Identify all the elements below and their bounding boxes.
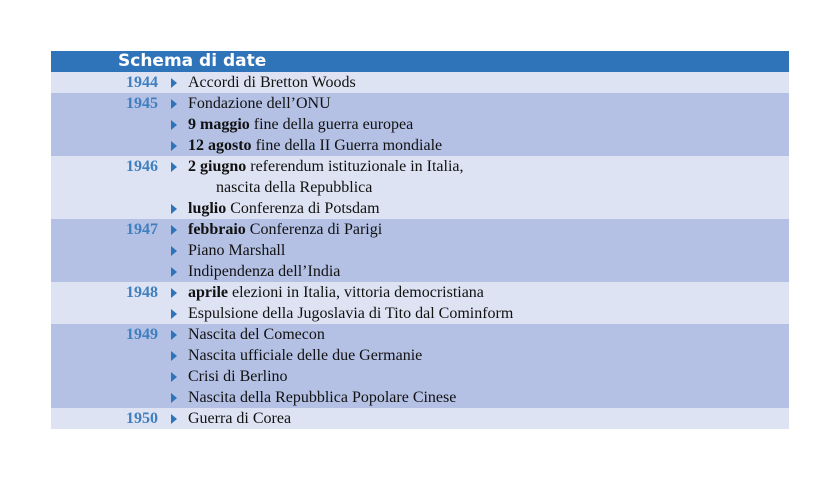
- year-group-1946: [51, 156, 789, 219]
- triangle-bullet-icon: [160, 309, 188, 319]
- triangle-bullet-icon: [160, 330, 188, 340]
- event-description: referendum istituzionale in Italia,: [246, 157, 464, 175]
- year-label: 1945: [126, 94, 158, 112]
- event-row: [51, 261, 789, 282]
- event-text: [188, 326, 325, 344]
- event-row: [51, 282, 789, 303]
- triangle-bullet-icon: [160, 120, 188, 130]
- year-group-1948: [51, 282, 789, 324]
- event-description: Nascita del Comecon: [188, 325, 325, 343]
- triangle-bullet-icon: [160, 246, 188, 256]
- event-text: [188, 305, 513, 323]
- event-description: Accordi di Bretton Woods: [188, 73, 356, 91]
- event-text: [188, 347, 422, 365]
- event-text: [188, 158, 464, 176]
- date-groups: [51, 72, 789, 429]
- event-text: [188, 74, 356, 92]
- event-date: 12 agosto: [188, 136, 252, 154]
- event-description: Espulsione della Jugoslavia di Tito dal Cominform: [188, 304, 514, 322]
- event-row: [51, 303, 789, 324]
- event-date: febbraio: [188, 220, 246, 238]
- event-description: Indipendenza dell’India: [188, 262, 341, 280]
- event-text: [188, 410, 291, 428]
- triangle-bullet-icon: [160, 351, 188, 361]
- year-group-1950: [51, 408, 789, 429]
- year-label: 1947: [126, 220, 158, 238]
- event-text: [188, 221, 382, 239]
- event-row: [51, 240, 789, 261]
- event-row: [51, 156, 789, 177]
- event-text: [188, 284, 484, 302]
- year-group-1945: [51, 93, 789, 156]
- event-date: 9 maggio: [188, 115, 250, 133]
- triangle-bullet-icon: [160, 78, 188, 88]
- event-row: [51, 366, 789, 387]
- event-text: [188, 389, 456, 407]
- event-row: [51, 324, 789, 345]
- event-row: [51, 387, 789, 408]
- event-date: aprile: [188, 283, 228, 301]
- event-row: [51, 72, 789, 93]
- triangle-bullet-icon: [160, 288, 188, 298]
- event-text: [188, 116, 413, 134]
- triangle-bullet-icon: [160, 372, 188, 382]
- event-text: [188, 137, 442, 155]
- year-label: 1950: [126, 409, 158, 427]
- event-row: [51, 198, 789, 219]
- event-description: fine della guerra europea: [249, 115, 414, 133]
- event-text-continuation: nascita della Repubblica: [216, 178, 373, 196]
- year-group-1949: [51, 324, 789, 408]
- event-text: [188, 263, 340, 281]
- event-description: Guerra di Corea: [188, 409, 292, 427]
- triangle-bullet-icon: [160, 99, 188, 109]
- event-row: [51, 114, 789, 135]
- event-description: elezioni in Italia, vittoria democristiana: [228, 283, 484, 301]
- triangle-bullet-icon: [160, 414, 188, 424]
- triangle-bullet-icon: [160, 225, 188, 235]
- event-row: [51, 135, 789, 156]
- event-row: [51, 93, 789, 114]
- triangle-bullet-icon: [160, 141, 188, 151]
- triangle-bullet-icon: [160, 204, 188, 214]
- event-description: Conferenza di Potsdam: [226, 199, 380, 217]
- year-label: 1946: [126, 157, 158, 175]
- year-group-1947: [51, 219, 789, 282]
- year-label: 1949: [126, 325, 158, 343]
- event-row-continuation: [51, 177, 789, 198]
- year-label: 1944: [126, 73, 158, 91]
- triangle-bullet-icon: [160, 162, 188, 172]
- event-description: Crisi di Berlino: [188, 367, 288, 385]
- event-text: [188, 95, 331, 113]
- triangle-bullet-icon: [160, 393, 188, 403]
- table-title: Schema di date: [51, 51, 789, 72]
- event-text: [188, 368, 288, 386]
- event-description: fine della II Guerra mondiale: [251, 136, 443, 154]
- event-description: Nascita della Repubblica Popolare Cinese: [188, 388, 457, 406]
- event-date: luglio: [188, 199, 227, 217]
- event-row: [51, 219, 789, 240]
- triangle-bullet-icon: [160, 267, 188, 277]
- event-text: [188, 200, 380, 218]
- event-row: [51, 345, 789, 366]
- event-description: Nascita ufficiale delle due Germanie: [188, 346, 423, 364]
- year-group-1944: [51, 72, 789, 93]
- event-date: 2 giugno: [188, 157, 247, 175]
- event-description: Fondazione dell’ONU: [188, 94, 331, 112]
- event-description: Piano Marshall: [188, 241, 286, 259]
- event-text: [188, 242, 285, 260]
- event-row: [51, 408, 789, 429]
- event-description: Conferenza di Parigi: [245, 220, 383, 238]
- dates-table: [51, 51, 789, 429]
- year-label: 1948: [126, 283, 158, 301]
